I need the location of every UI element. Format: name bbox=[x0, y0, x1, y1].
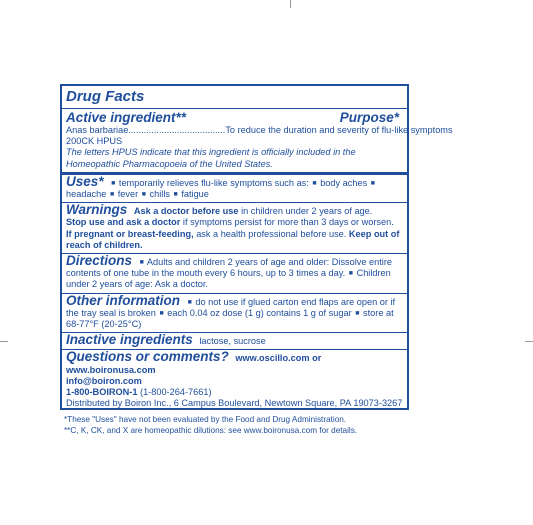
uses-heading: Uses* bbox=[66, 173, 104, 189]
uses-intro: temporarily relieves flu-like symptoms such as: bbox=[118, 177, 309, 188]
crop-mark-right bbox=[525, 341, 533, 342]
leader-dots: ...................................... bbox=[128, 125, 226, 135]
drug-facts-panel bbox=[60, 84, 453, 410]
ingredient-purpose: To reduce the duration and severity of flu-like symptoms bbox=[225, 125, 453, 135]
bullet-icon: ■ bbox=[111, 179, 116, 187]
use-item: headache bbox=[66, 189, 107, 200]
directions-section bbox=[62, 254, 407, 294]
bullet-icon: ■ bbox=[109, 191, 115, 199]
other-info-heading: Other information bbox=[66, 292, 180, 308]
phone-number: (1-800-264-7661) bbox=[140, 387, 212, 398]
warnings-heading: Warnings bbox=[66, 202, 128, 218]
bullet-icon: ■ bbox=[348, 270, 353, 278]
bullet-icon: ■ bbox=[355, 309, 360, 317]
footnote-dilutions: **C, K, CK, and X are homeopathic dilutions: see www.boironusa.com for details. bbox=[64, 426, 358, 435]
active-ingredient-section bbox=[62, 109, 453, 175]
inactive-section bbox=[62, 333, 407, 350]
stop-use-label: Stop use and ask a doctor bbox=[66, 217, 181, 228]
purpose-heading: Purpose* bbox=[339, 110, 399, 125]
other-info-item: do not use if glued carton end flaps are open or if the tray seal is broken bbox=[66, 296, 396, 318]
email-link[interactable]: info@boiron.com bbox=[66, 375, 142, 386]
stop-use-text: if symptoms persist for more than 3 days or worsen. bbox=[182, 217, 394, 228]
crop-mark-top bbox=[290, 0, 291, 8]
active-header-row bbox=[66, 110, 403, 125]
warnings-section bbox=[62, 203, 407, 254]
distributor-text: Distributed by Boiron Inc., 6 Campus Boulevard, Newtown Square, PA 19073-3267 bbox=[66, 398, 403, 409]
hpus-note: The letters HPUS indicate that this ingredient is officially included in the Homeopathic Pharmacopoeia of the United States. bbox=[66, 147, 356, 169]
active-row bbox=[66, 125, 453, 136]
use-item: fatigue bbox=[181, 189, 209, 200]
ask-doctor-label: Ask a doctor before use bbox=[133, 206, 239, 217]
pregnant-text: ask a health professional before use. bbox=[196, 228, 347, 239]
bullet-icon: ■ bbox=[159, 309, 164, 317]
bullet-icon: ■ bbox=[187, 298, 192, 306]
bullet-icon: ■ bbox=[173, 191, 178, 199]
other-info-item: store at 68-77°F (20-25°C) bbox=[66, 307, 394, 330]
uses-section bbox=[62, 175, 407, 203]
panel-title: Drug Facts bbox=[66, 88, 145, 105]
keep-out-reach: Keep out of reach of children. bbox=[66, 228, 400, 250]
footnotes bbox=[64, 414, 424, 436]
use-item: chills bbox=[149, 189, 170, 200]
use-item: fever bbox=[117, 189, 139, 200]
directions-adults: Adults and children 2 years of age and older: Dissolve entire contents of one tube in the mouth every 6 hours, up to 3 times a day. bbox=[66, 257, 393, 279]
directions-heading: Directions bbox=[66, 253, 133, 269]
inactive-heading: Inactive ingredients bbox=[66, 332, 193, 348]
questions-heading: Questions or comments? bbox=[66, 349, 229, 365]
bullet-icon: ■ bbox=[312, 179, 317, 187]
ask-doctor-text: in children under 2 years of age. bbox=[241, 206, 373, 217]
footnote-uses: *These "Uses" have not been evaluated by the Food and Drug Administration. bbox=[64, 415, 347, 424]
bullet-icon: ■ bbox=[141, 191, 146, 199]
pregnant-label: If pregnant or breast-feeding, bbox=[66, 228, 194, 239]
website-links[interactable]: www.oscillo.com or www.boironusa.com bbox=[66, 353, 322, 375]
bullet-icon: ■ bbox=[139, 259, 144, 267]
use-item: body aches bbox=[320, 177, 368, 188]
directions-children: Children under 2 years of age: Ask a doctor. bbox=[66, 268, 391, 290]
ingredient-name: Anas barbariae bbox=[66, 125, 129, 135]
bullet-icon: ■ bbox=[370, 179, 375, 187]
active-heading: Active ingredient** bbox=[66, 110, 187, 125]
crop-mark-left bbox=[0, 341, 8, 342]
phone-label: 1-800-BOIRON-1 bbox=[66, 387, 138, 398]
other-info-item: each 0.04 oz dose (1 g) contains 1 g of sugar bbox=[167, 307, 352, 318]
questions-section bbox=[62, 350, 407, 411]
other-info-section bbox=[62, 294, 407, 334]
title-section bbox=[62, 86, 407, 109]
ingredient-strength: 200CK HPUS bbox=[66, 136, 123, 147]
inactive-text: lactose, sucrose bbox=[199, 336, 266, 347]
